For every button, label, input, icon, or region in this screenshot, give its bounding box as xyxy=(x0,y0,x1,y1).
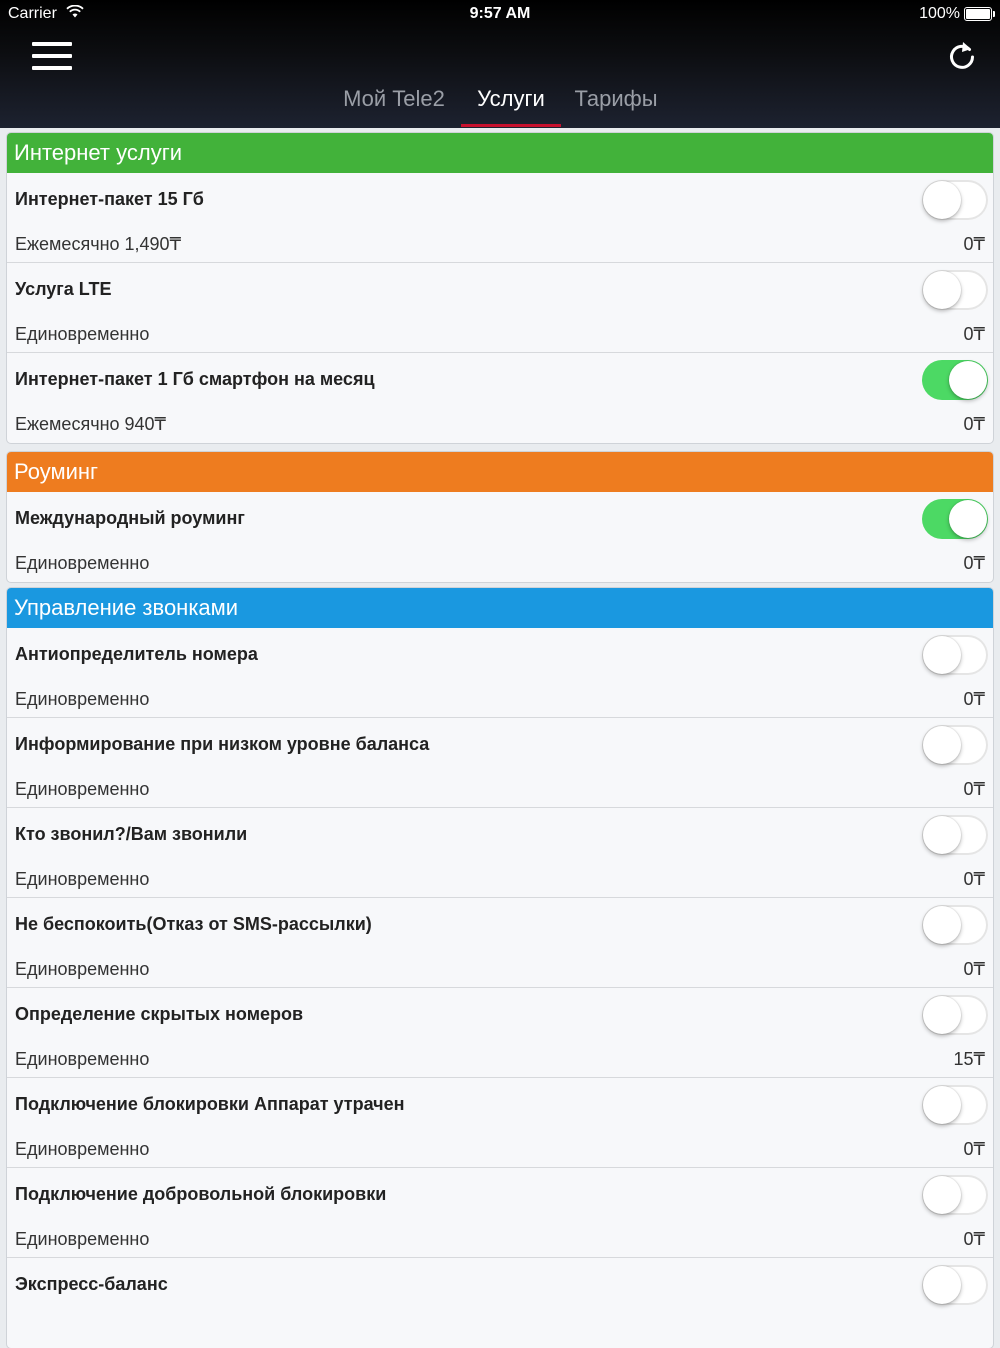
service-title: Экспресс-баланс xyxy=(15,1274,168,1294)
hamburger-menu-icon[interactable] xyxy=(32,42,72,70)
toggle-knob xyxy=(949,500,987,538)
service-title: Антиопределитель номера xyxy=(15,644,258,664)
service-price: 0₸ xyxy=(963,689,985,709)
service-toggle[interactable] xyxy=(922,905,988,945)
service-period: Ежемесячно 940₸ xyxy=(15,414,167,434)
service-toggle[interactable] xyxy=(922,635,988,675)
service-price: 0₸ xyxy=(963,553,985,573)
service-row xyxy=(7,1168,993,1258)
service-price: 0₸ xyxy=(963,1139,985,1159)
service-period: Единовременно xyxy=(15,553,150,573)
service-row xyxy=(7,263,993,353)
section-header: Управление звонками xyxy=(7,588,993,628)
refresh-icon[interactable] xyxy=(946,38,978,72)
service-toggle[interactable] xyxy=(922,270,988,310)
navigation-bar xyxy=(0,0,1000,128)
service-period: Единовременно xyxy=(15,1049,150,1069)
service-price: 0₸ xyxy=(963,959,985,979)
service-row xyxy=(7,353,993,443)
toggle-knob xyxy=(923,1266,961,1304)
toggle-knob xyxy=(923,271,961,309)
tab-services[interactable]: Услуги xyxy=(461,86,561,127)
service-toggle[interactable] xyxy=(922,1265,988,1305)
segmented-tabs xyxy=(0,86,1000,128)
section-roaming xyxy=(7,452,993,582)
service-price: 0₸ xyxy=(963,1229,985,1249)
section-header: Интернет услуги xyxy=(7,133,993,173)
service-period: Единовременно xyxy=(15,689,150,709)
service-row xyxy=(7,808,993,898)
service-period: Единовременно xyxy=(15,869,150,889)
service-row xyxy=(7,173,993,263)
service-price: 0₸ xyxy=(963,324,985,344)
service-title: Международный роуминг xyxy=(15,508,245,528)
toggle-knob xyxy=(923,816,961,854)
toggle-knob xyxy=(949,361,987,399)
service-toggle[interactable] xyxy=(922,180,988,220)
service-row xyxy=(7,628,993,718)
battery-icon xyxy=(964,7,992,21)
service-toggle[interactable] xyxy=(922,725,988,765)
service-row xyxy=(7,1258,993,1348)
service-price: 0₸ xyxy=(963,414,985,434)
service-period: Ежемесячно 1,490₸ xyxy=(15,234,182,254)
status-bar xyxy=(0,0,1000,28)
service-period: Единовременно xyxy=(15,959,150,979)
service-toggle[interactable] xyxy=(922,815,988,855)
service-toggle[interactable] xyxy=(922,1085,988,1125)
battery-indicator xyxy=(919,5,992,23)
service-title: Интернет-пакет 1 Гб смартфон на месяц xyxy=(15,369,375,389)
service-title: Информирование при низком уровне баланса xyxy=(15,734,430,754)
service-title: Определение скрытых номеров xyxy=(15,1004,304,1024)
service-row xyxy=(7,988,993,1078)
service-row xyxy=(7,1078,993,1168)
toggle-knob xyxy=(923,906,961,944)
toggle-knob xyxy=(923,1176,961,1214)
service-price: 0₸ xyxy=(963,869,985,889)
service-row xyxy=(7,898,993,988)
service-title: Подключение блокировки Аппарат утрачен xyxy=(15,1094,405,1114)
battery-percent: 100% xyxy=(919,5,960,22)
toggle-knob xyxy=(923,181,961,219)
section-call-management xyxy=(7,588,993,1348)
toggle-knob xyxy=(923,636,961,674)
service-toggle[interactable] xyxy=(922,995,988,1035)
services-list xyxy=(0,131,1000,1334)
service-title: Подключение добровольной блокировки xyxy=(15,1184,387,1204)
section-header: Роуминг xyxy=(7,452,993,492)
service-toggle[interactable] xyxy=(922,499,988,539)
tab-tariffs[interactable]: Тарифы xyxy=(574,86,658,111)
service-title: Не беспокоить(Отказ от SMS-рассылки) xyxy=(15,914,372,934)
service-toggle[interactable] xyxy=(922,360,988,400)
service-title: Интернет-пакет 15 Гб xyxy=(15,189,204,209)
service-title: Услуга LTE xyxy=(15,279,112,299)
carrier-label: Carrier xyxy=(8,5,57,22)
service-title: Кто звонил?/Вам звонили xyxy=(15,824,248,844)
tab-my-tele2[interactable]: Мой Tele2 xyxy=(343,86,445,111)
service-row xyxy=(7,718,993,808)
service-period: Единовременно xyxy=(15,779,150,799)
clock: 9:57 AM xyxy=(469,5,531,22)
service-period: Единовременно xyxy=(15,1229,150,1249)
service-toggle[interactable] xyxy=(922,1175,988,1215)
service-period: Единовременно xyxy=(15,1139,150,1159)
section-internet xyxy=(7,133,993,443)
toggle-knob xyxy=(923,996,961,1034)
toggle-knob xyxy=(923,1086,961,1124)
service-price: 15₸ xyxy=(953,1049,985,1069)
service-period: Единовременно xyxy=(15,324,150,344)
service-price: 0₸ xyxy=(963,234,985,254)
service-price: 0₸ xyxy=(963,779,985,799)
toggle-knob xyxy=(923,726,961,764)
service-row xyxy=(7,492,993,582)
